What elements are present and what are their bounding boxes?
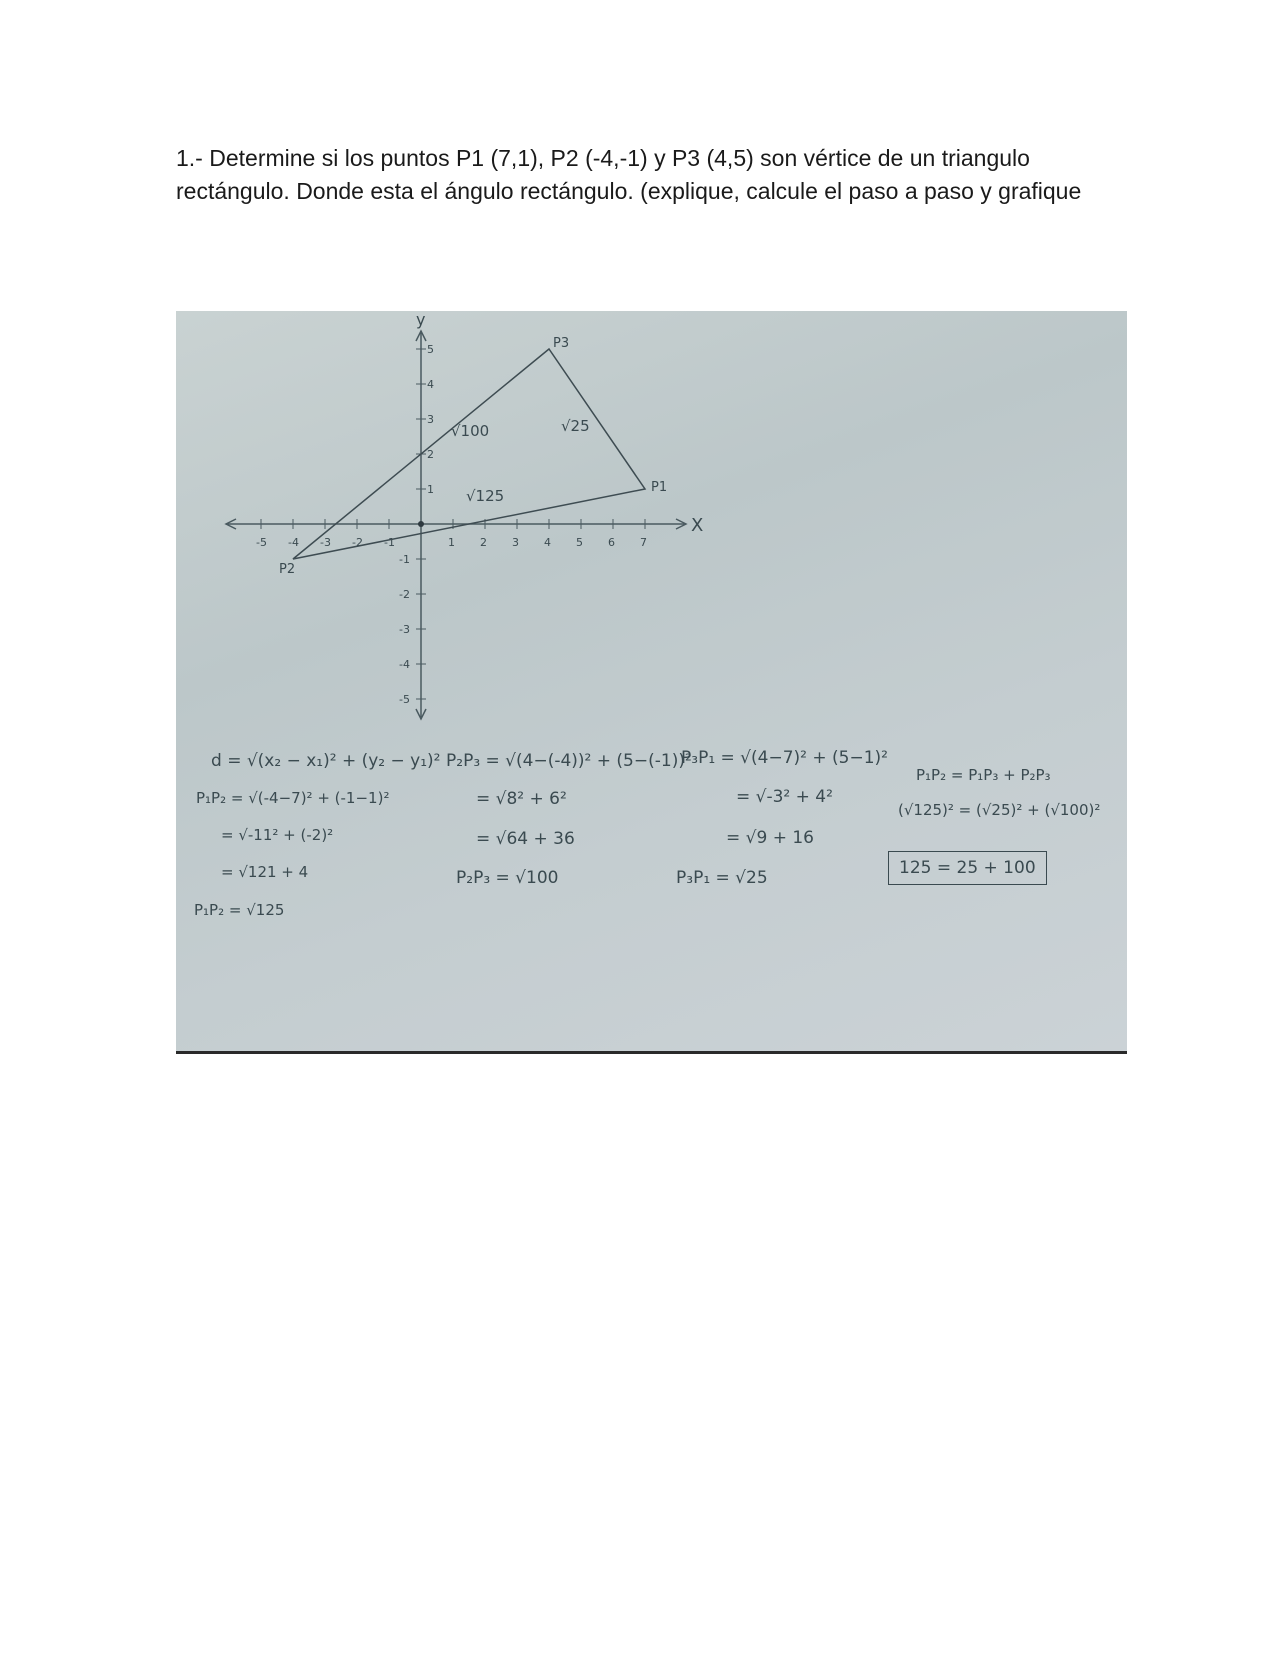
x-tick-label: -1 (384, 536, 395, 549)
x-tick-label: -5 (256, 536, 267, 549)
side-label-p1p2: √125 (466, 487, 505, 505)
y-tick-label: 2 (427, 448, 434, 461)
x-tick-label: 2 (480, 536, 487, 549)
work-col2-line4: P₂P₃ = √100 (456, 868, 559, 888)
work-col3-line3: = √9 + 16 (726, 828, 814, 848)
point-p2-label: P2 (279, 562, 296, 577)
result-box: 125 = 25 + 100 (888, 851, 1047, 885)
y-tick-label: -2 (399, 588, 410, 601)
side-label-p3p1: √25 (561, 417, 590, 435)
y-tick-label: 5 (427, 343, 434, 356)
x-tick-label: 6 (608, 536, 615, 549)
point-p3-label: P3 (553, 336, 570, 351)
y-tick-label: 3 (427, 413, 434, 426)
x-axis-label: X (691, 515, 704, 536)
x-tick-label: 7 (640, 536, 647, 549)
x-tick-label: 5 (576, 536, 583, 549)
graph-sketch (176, 311, 1127, 1051)
question-text: 1.- Determine si los puntos P1 (7,1), P2 (-4,-1) y P3 (4,5) son vértice de un triangulo rectángulo. Donde esta el ángulo rectángulo. (explique, calcule el paso a paso y grafique (176, 145, 1082, 204)
x-tick-label: -2 (352, 536, 363, 549)
point-p1-label: P1 (651, 480, 668, 495)
work-col2-line2: = √8² + 6² (476, 789, 567, 809)
x-tick-label: 1 (448, 536, 455, 549)
y-tick-label: -5 (399, 693, 410, 706)
y-axis-label: y (416, 311, 426, 329)
work-col2-line1: P₂P₃ = √(4−(-4))² + (5−(-1))² (446, 751, 692, 771)
y-tick-label: -1 (399, 553, 410, 566)
work-col3-line2: = √-3² + 4² (736, 787, 833, 807)
handwritten-solution-photo (176, 311, 1127, 1054)
work-col2-line3: = √64 + 36 (476, 829, 575, 849)
y-tick-label: -3 (399, 623, 410, 636)
work-col1-line3: = √-11² + (-2)² (221, 826, 334, 844)
x-tick-label: 3 (512, 536, 519, 549)
x-tick-label: -4 (288, 536, 299, 549)
side-label-p2p3: √100 (451, 422, 490, 440)
y-tick-label: 4 (427, 378, 434, 391)
work-col1-line5: P₁P₂ = √125 (194, 901, 285, 919)
work-col1-line2: P₁P₂ = √(-4−7)² + (-1−1)² (196, 789, 390, 807)
triangle (293, 349, 645, 559)
work-col1-line4: = √121 + 4 (221, 863, 309, 881)
x-tick-label: 4 (544, 536, 551, 549)
work-col3-line1: P₃P₁ = √(4−7)² + (5−1)² (681, 748, 888, 768)
work-col4-line2: (√125)² = (√25)² + (√100)² (898, 801, 1101, 819)
x-tick-label: -3 (320, 536, 331, 549)
work-col4-line1: P₁P₂ = P₁P₃ + P₂P₃ (916, 766, 1051, 784)
work-col3-line4: P₃P₁ = √25 (676, 868, 768, 888)
work-col1-line1: d = √(x₂ − x₁)² + (y₂ − y₁)² (211, 751, 441, 771)
y-tick-label: -4 (399, 658, 410, 671)
y-tick-label: 1 (427, 483, 434, 496)
